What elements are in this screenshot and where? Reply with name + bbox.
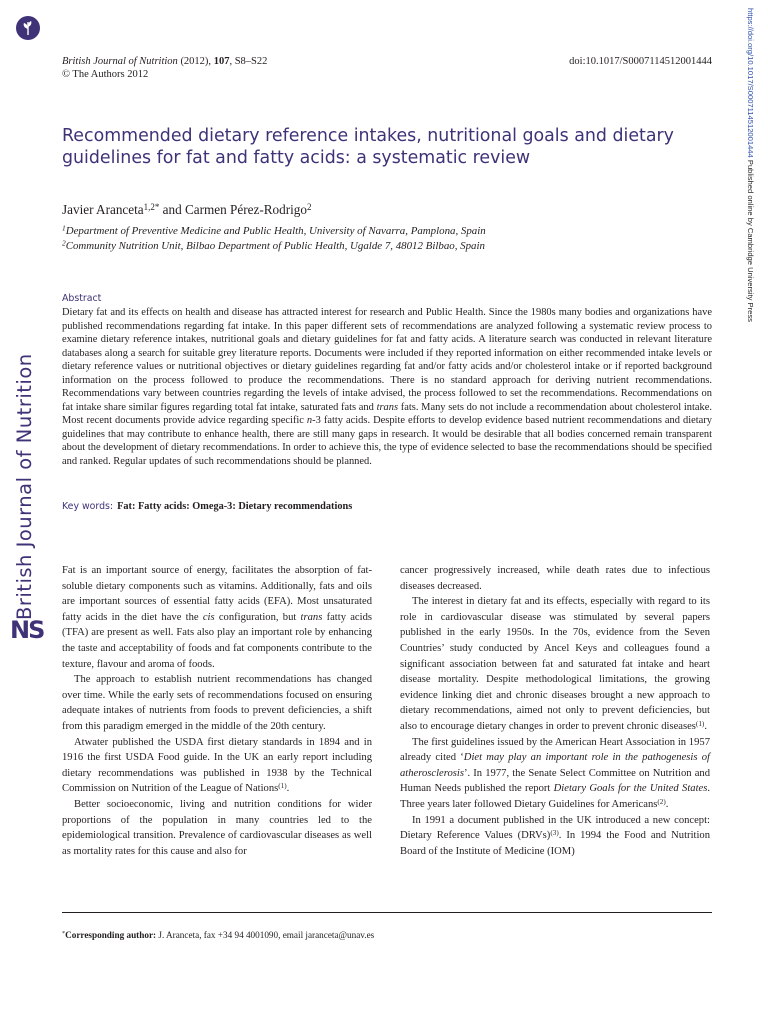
margin-doi-link[interactable]: https://doi.org/10.1017/S0007114512001444 [746, 8, 755, 158]
paragraph: Better socioeconomic, living and nutrition conditions for wider proportions of the population in many countries led to the epidemiological transition. Prevalence of cardiovascular diseases as well as mortality rates for this cause and also for [62, 798, 372, 857]
paragraph: Atwater published the USDA first dietary standards in 1894 and in 1916 the first USDA Food guide. In the UK an early report including dietary recommendations was published in 1938 by the Technical Commission on Nutrition of the League of Nations$^{(1)}$. [62, 736, 372, 795]
affiliation-1: $^1$Department of Preventive Medicine and Public Health, University of Navarra, Pamplona, Spain [62, 223, 486, 237]
paragraph: The first guidelines issued by the American Heart Association in 1957 already cited ‘Diet may play an important role in the pathogenesis of atherosclerosis’. In 1977, the Senate Select Committee on Nutrition and Human Needs published the report Dietary Goals for the United States. Three years later followed Dietary Guidelines for Americans$^{(2)}$. [400, 736, 710, 810]
abstract-text: Dietary fat and its effects on health and disease has attracted interest for research and Public Health. Since the 1980s many bodies and organizations have published recommendations regarding fat intake. In this paper different sets of recommendations are analyzed following a systematic review process to examine dietary reference intakes, nutritional goals and dietary guidelines for fat and fatty acids. A literature search was conducted in relevant literature databases along a search for suitable grey literature reports. Documents were included if they reported information on either recommended intake levels or dietary reference values or nutritional objectives or dietary guidelines regarding fat and/or fatty acids and/or cholesterol intake or if reported background information on the process followed to produce the recommendations. There is no standard approach for deriving nutrient recommendations. Recommendations vary between countries regarding the levels of intake advised, the process followed to set the recommendations. Recommendations on fat intake share similar figures regarding total fat intake, saturated fats and trans fats. Many sets do not include a recommendation about cholesterol intake. Most recent documents provide advice regarding specific n-3 fatty acids. Despite efforts to develop evidence based nutrient recommendations and dietary guidelines that may contribute to enhance health, there are still many gaps in research. It would be desirable that all bodies concerned remain transparent about the development of dietary recommendations. In order to achieve this, the type of evidence selected to base the recommendations should be specified and ranked. Regular updates of such recommendations should be planned. [62, 307, 712, 468]
journal-emblem-icon [16, 16, 40, 40]
keywords-list: Fat: Fatty acids: Omega-3: Dietary recommendations [117, 501, 353, 512]
paragraph: In 1991 a document published in the UK introduced a new concept: Dietary Reference Values (DRVs)$^{(3)}$. In 1994 the Food and Nutrition Board of the Institute of Medicine (IOM) [400, 814, 710, 857]
keywords [62, 501, 352, 512]
affiliation-2: $^2$Community Nutrition Unit, Bilbao Department of Public Health, Ugalde 7, 48012 Bilbao, Spain [62, 238, 485, 252]
body-column-left [62, 563, 372, 859]
paragraph: cancer progressively increased, while death rates due to infectious diseases decreased. [400, 565, 710, 592]
author-line: Javier Aranceta$^{1,2*}$ and Carmen Pérez-Rodrigo$^2$ [62, 201, 312, 217]
paragraph: The interest in dietary fat and its effects, especially with regard to its role in cardiovascular disease was stimulated by several papers published in the early 1950s. In the 70s, evidence from the Seven Countries’ study conducted by Ancel Keys and colleagues found a significant association between fat and saturated fat intake and heart disease mortality. Despite methodological limitations, the growing evidence linking diet and chronic diseases brought a new approach to dietary recommendations, aimed not only to prevent deficiencies, but also to encourage dietary changes in order to prevent chronic diseases$^{(1)}$. [400, 596, 710, 732]
author-2: and Carmen Pérez-Rodrigo [159, 202, 307, 217]
abstract-heading: Abstract [62, 293, 102, 304]
keywords-label: Key words: [62, 501, 114, 512]
article-title: Recommended dietary reference intakes, nutritional goals and dietary guidelines for fat and fatty acids: a systematic review [62, 126, 674, 168]
author-1: Javier Aranceta [62, 202, 144, 217]
ns-logo-icon: NS [10, 616, 44, 644]
doi: doi:10.1017/S0007114512001444 [569, 56, 712, 67]
footnote-divider [62, 912, 712, 913]
paragraph: The approach to establish nutrient recommendations has changed over time. While the early sets of recommendations focused on ensuring adequate intakes of nutrients from foods to prevent deficiencies, a shift from this paradigm emerged in the middle of the 20th century. [62, 674, 372, 732]
side-journal-title: British Journal of Nutrition [13, 353, 36, 620]
margin-doi-note [746, 8, 755, 322]
corresponding-author-footnote: *Corresponding author: J. Aranceta, fax +34 94 4001090, email jaranceta@unav.es [62, 930, 375, 940]
paragraph: Fat is an important source of energy, facilitates the absorption of fat-soluble dietary components such as vitamins. Additionally, fats and oils are important sources of essential fatty acids (EFA). Most unsaturated fatty acids in the diet have the cis configuration, but trans fatty acids (TFA) are present as well. Fats also play an important role by enhancing the taste and acceptability of foods and fat components contribute to the texture, flavour and aroma of foods. [62, 565, 372, 670]
citation-line: British Journal of Nutrition (2012), 107, S8–S22 [62, 56, 268, 67]
margin-published-text: Published online by Cambridge University Press [746, 157, 755, 322]
body-column-right [400, 563, 710, 859]
copyright: © The Authors 2012 [62, 69, 149, 80]
running-head [62, 55, 712, 81]
